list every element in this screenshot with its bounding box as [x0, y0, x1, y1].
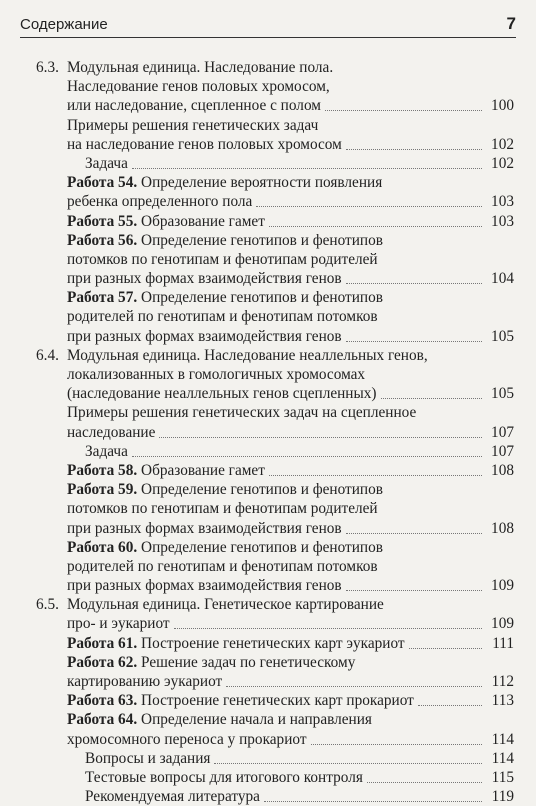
- toc-entry-text: [67, 77, 330, 96]
- toc-entry-text: [67, 307, 378, 326]
- toc-entry: [0, 77, 536, 96]
- toc-entry-text: [67, 192, 252, 211]
- toc-entry: [0, 499, 536, 518]
- toc-leader-dots: [214, 763, 482, 764]
- toc-leader-dots: [226, 686, 482, 687]
- toc-title: (наследование неаллельных генов сцепленных): [67, 385, 377, 403]
- toc-page-number: 112: [491, 673, 514, 690]
- toc-entry: [0, 307, 536, 326]
- toc-leader-dots: [311, 744, 482, 745]
- toc-entry: [0, 787, 536, 806]
- toc-entry-text: [67, 480, 383, 499]
- toc-page-number: 107: [491, 423, 514, 441]
- toc-leader-dots: [159, 437, 482, 438]
- toc-leader-dots: [346, 533, 482, 534]
- toc-title: Примеры решения генетических задач: [67, 116, 319, 134]
- header-page-number: 7: [506, 14, 516, 33]
- toc-entry: [0, 384, 536, 403]
- toc-entry-text: [67, 365, 365, 384]
- toc-leader-dots: [256, 206, 482, 207]
- toc-page-number: 115: [491, 768, 514, 786]
- toc-entry: [0, 403, 536, 422]
- toc-entry: [0, 116, 536, 135]
- toc-entry-text: [85, 749, 210, 768]
- toc-leader-dots: [418, 705, 482, 706]
- toc-title: Образование гамет: [141, 461, 265, 479]
- toc-title: ребенка определенного пола: [67, 193, 253, 211]
- toc-title: Определение генотипов и фенотипов: [141, 481, 383, 499]
- toc-title: при разных формах взаимодействия генов: [67, 577, 342, 595]
- toc-title: Построение генетических карт эукариот: [141, 634, 405, 652]
- toc-entry: [0, 288, 536, 307]
- toc-entry-text: [67, 576, 342, 595]
- toc-entry-text: [85, 768, 363, 787]
- toc-title: Задача: [85, 154, 128, 172]
- toc-work-label: Работа 60.: [67, 538, 138, 556]
- toc-entry-text: [67, 595, 384, 614]
- toc-title: хромосомного переноса у прокариот: [67, 730, 307, 748]
- toc-entry: [0, 154, 536, 173]
- toc-entry: [0, 710, 536, 729]
- header-rule: [20, 37, 516, 38]
- toc-section-number: 6.5.: [36, 596, 59, 614]
- toc-page-number: 105: [491, 327, 514, 345]
- toc-entry-text: [67, 519, 342, 538]
- toc-work-label: Работа 55.: [67, 212, 138, 230]
- toc-leader-dots: [367, 782, 482, 783]
- toc-title: Определение вероятности появления: [141, 174, 383, 192]
- toc-entry: [0, 480, 536, 499]
- table-of-contents: [0, 58, 536, 806]
- toc-page-number: 107: [491, 442, 514, 460]
- toc-leader-dots: [269, 475, 482, 476]
- toc-page-number: 111: [492, 634, 514, 652]
- toc-entry: [0, 749, 536, 768]
- toc-entry: [0, 442, 536, 461]
- toc-entry: [0, 269, 536, 288]
- toc-work-label: Работа 58.: [67, 461, 138, 479]
- toc-title: или наследование, сцепленное с полом: [67, 97, 321, 115]
- toc-entry: [0, 730, 536, 749]
- toc-entry: [0, 595, 536, 614]
- toc-title: родителей по генотипам и фенотипам потомков: [67, 557, 378, 575]
- toc-leader-dots: [269, 226, 482, 227]
- toc-title: Определение генотипов и фенотипов: [141, 231, 383, 249]
- toc-entry: [0, 58, 536, 77]
- toc-title: Определение генотипов и фенотипов: [141, 538, 383, 556]
- toc-entry-text: [67, 672, 222, 691]
- toc-entry-text: [67, 327, 342, 346]
- toc-entry-text: [67, 231, 383, 250]
- toc-entry: [0, 327, 536, 346]
- toc-entry-text: [67, 288, 383, 307]
- toc-entry: [0, 557, 536, 576]
- toc-title: про- и эукариот: [67, 615, 170, 633]
- toc-entry-text: [85, 442, 128, 461]
- toc-entry-text: [67, 730, 307, 749]
- toc-entry: [0, 250, 536, 269]
- toc-title: картированию эукариот: [67, 673, 223, 690]
- toc-page-number: 105: [491, 385, 514, 403]
- toc-work-label: Работа 59.: [67, 481, 138, 499]
- toc-entry: [0, 538, 536, 557]
- toc-entry-text: [67, 173, 382, 192]
- toc-title: Построение генетических карт прокариот: [141, 692, 414, 710]
- toc-page-number: 103: [491, 193, 514, 211]
- toc-title: Модульная единица. Генетическое картирование: [67, 596, 384, 614]
- toc-entry-text: [67, 96, 321, 115]
- toc-entry-text: [67, 269, 342, 288]
- toc-entry-text: [67, 58, 333, 77]
- toc-entry: [0, 135, 536, 154]
- toc-entry-text: [67, 212, 265, 231]
- toc-leader-dots: [346, 283, 482, 284]
- toc-title: при разных формах взаимодействия генов: [67, 327, 342, 345]
- toc-entry-text: [67, 710, 372, 729]
- toc-page-number: 104: [491, 270, 514, 288]
- toc-leader-dots: [381, 398, 482, 399]
- toc-work-label: Работа 63.: [67, 692, 138, 710]
- toc-title: при разных формах взаимодействия генов: [67, 270, 342, 288]
- toc-work-label: Работа 61.: [67, 634, 138, 652]
- toc-page-number: 108: [491, 461, 514, 479]
- toc-entry-text: [67, 116, 318, 135]
- toc-entry: [0, 768, 536, 787]
- toc-entry: [0, 365, 536, 384]
- toc-entry: [0, 576, 536, 595]
- toc-title: Тестовые вопросы для итогового контроля: [85, 768, 363, 786]
- toc-work-label: Работа 62.: [67, 653, 138, 671]
- toc-title: Задача: [85, 442, 128, 460]
- toc-leader-dots: [132, 168, 482, 169]
- toc-title: потомков по генотипам и фенотипам родителей: [67, 500, 378, 518]
- toc-entry-text: [67, 384, 377, 403]
- toc-entry-text: [67, 634, 405, 653]
- toc-entry-text: [85, 787, 260, 806]
- toc-page-number: 109: [491, 615, 514, 633]
- toc-page-number: 109: [491, 577, 514, 595]
- toc-entry-text: [67, 614, 170, 633]
- toc-entry-text: [85, 154, 128, 173]
- toc-entry-text: [67, 423, 155, 442]
- toc-work-label: Работа 54.: [67, 174, 138, 192]
- toc-entry-text: [67, 346, 428, 365]
- toc-leader-dots: [346, 590, 482, 591]
- toc-entry: [0, 212, 536, 231]
- running-header: [20, 14, 516, 36]
- toc-entry-text: [67, 538, 383, 557]
- toc-page-number: 103: [491, 212, 514, 230]
- toc-entry: [0, 614, 536, 633]
- toc-entry-text: [67, 653, 355, 672]
- toc-entry-text: [67, 499, 378, 518]
- toc-title: Примеры решения генетических задач на сцепленное: [67, 404, 417, 422]
- toc-entry: [0, 519, 536, 538]
- toc-entry: [0, 461, 536, 480]
- toc-section-number: 6.3.: [36, 59, 59, 76]
- toc-entry: [0, 346, 536, 365]
- toc-page-number: 114: [491, 730, 514, 748]
- toc-leader-dots: [409, 648, 482, 649]
- toc-title: локализованных в гомологичных хромосомах: [67, 366, 366, 383]
- toc-entry-text: [67, 557, 378, 576]
- toc-page-number: 119: [491, 788, 514, 806]
- toc-entry: [0, 691, 536, 710]
- toc-title: на наследование генов половых хромосом: [67, 135, 342, 153]
- toc-work-label: Работа 57.: [67, 289, 138, 307]
- toc-title: Решение задач по генетическому: [141, 653, 356, 671]
- toc-page-number: 102: [491, 154, 514, 172]
- toc-title: потомков по генотипам и фенотипам родителей: [67, 250, 378, 268]
- toc-entry: [0, 634, 536, 653]
- header-title: Содержание: [20, 16, 108, 33]
- toc-leader-dots: [325, 110, 482, 111]
- toc-entry-text: [67, 403, 416, 422]
- toc-title: родителей по генотипам и фенотипам потомков: [67, 308, 378, 326]
- toc-title: при разных формах взаимодействия генов: [67, 519, 342, 537]
- toc-entry-text: [67, 461, 265, 480]
- toc-title: Модульная единица. Наследование неаллельных генов,: [67, 346, 428, 364]
- toc-entry: [0, 231, 536, 250]
- toc-leader-dots: [346, 341, 482, 342]
- toc-page-number: 114: [491, 749, 514, 767]
- toc-entry: [0, 96, 536, 115]
- toc-entry-text: [67, 250, 378, 269]
- toc-page-number: 100: [491, 97, 514, 115]
- toc-title: Наследование генов половых хромосом,: [67, 78, 330, 96]
- toc-title: Образование гамет: [141, 212, 265, 230]
- toc-title: Модульная единица. Наследование пола.: [67, 59, 334, 76]
- toc-entry: [0, 192, 536, 211]
- toc-entry: [0, 173, 536, 192]
- toc-section-number: 6.4.: [36, 346, 59, 364]
- toc-entry-text: [67, 135, 342, 154]
- toc-title: наследование: [67, 423, 156, 441]
- toc-work-label: Работа 64.: [67, 711, 138, 729]
- toc-leader-dots: [174, 628, 482, 629]
- toc-title: Определение генотипов и фенотипов: [141, 289, 383, 307]
- toc-leader-dots: [346, 149, 482, 150]
- toc-work-label: Работа 56.: [67, 231, 138, 249]
- toc-entry-text: [67, 691, 414, 710]
- toc-leader-dots: [264, 801, 482, 802]
- toc-entry: [0, 423, 536, 442]
- toc-entry: [0, 672, 536, 691]
- toc-leader-dots: [132, 456, 482, 457]
- toc-title: Вопросы и задания: [85, 749, 211, 767]
- toc-title: Определение начала и направления: [141, 711, 372, 729]
- toc-title: Рекомендуемая литература: [85, 788, 260, 806]
- toc-page-number: 102: [491, 135, 514, 153]
- toc-page-number: 113: [491, 692, 514, 710]
- toc-entry: [0, 653, 536, 672]
- toc-page-number: 108: [491, 519, 514, 537]
